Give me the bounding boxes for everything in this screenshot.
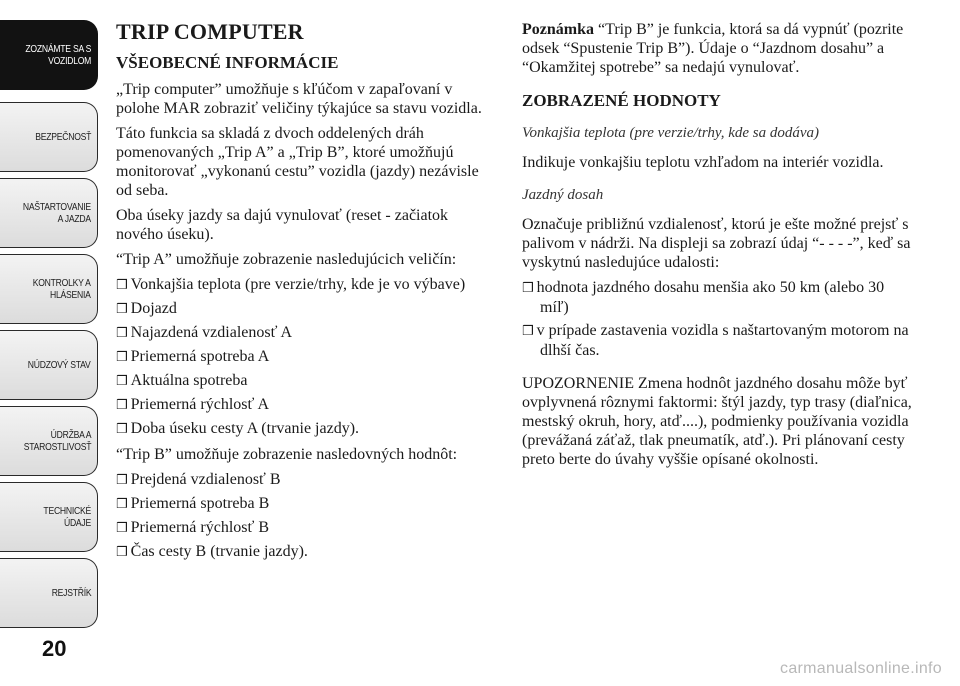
bullet-box-icon: ❒ bbox=[522, 324, 534, 339]
list-item: ❒ Priemerná rýchlosť A bbox=[116, 396, 270, 413]
watermark: carmanualsonline.info bbox=[780, 660, 942, 677]
warning-paragraph: UPOZORNENIE Zmena hodnôt jazdného dosahu môže byť ovplyvnená rôznymi faktormi: štýl jazdy, typ trasy (diaľnica, mestský okruh, hory, atď....), podmienky používania vozidla (prevážaná záťaž, tlak pneumatík, atď.). Pri plánovaní cesty preto berte do úvahy vyššie opísané okolnosti. bbox=[522, 375, 912, 468]
tab-label: BEZPEČNOSŤ bbox=[35, 131, 91, 143]
tab-label: ÚDRŽBA A STAROSTLIVOSŤ bbox=[23, 429, 91, 453]
paragraph: Označuje približnú vzdialenosť, ktorú je ešte možné prejsť s palivom v nádrži. Na displeji sa zobrazí údaj “- - - -”, keď sa vyskytnú nasledujúce udalosti: bbox=[522, 216, 911, 271]
list-item: ❒ Čas cesty B (trvanie jazdy). bbox=[116, 543, 308, 560]
bullet-box-icon: ❒ bbox=[522, 281, 534, 296]
bullet-box-icon: ❒ bbox=[116, 521, 128, 536]
bullet-box-icon: ❒ bbox=[116, 350, 128, 365]
note-label: Poznámka bbox=[522, 21, 594, 38]
list-item: ❒ Prejdená vzdialenosť B bbox=[116, 471, 281, 488]
list-item: ❒ hodnota jazdného dosahu menšia ako 50 km (alebo 30 míľ) bbox=[522, 279, 885, 316]
right-column bbox=[522, 20, 914, 475]
chapter-tabs bbox=[0, 0, 100, 640]
trip-b-list bbox=[116, 470, 498, 562]
tab-bezpecnost[interactable] bbox=[0, 102, 98, 172]
bullet-box-icon: ❒ bbox=[116, 302, 128, 317]
section-heading: ZOBRAZENÉ HODNOTY bbox=[522, 91, 721, 110]
tab-zoznamte-sa-s-vozidlom[interactable] bbox=[0, 20, 98, 90]
tab-label: KONTROLKY A HLÁSENIA bbox=[33, 277, 91, 301]
bullet-box-icon: ❒ bbox=[116, 473, 128, 488]
subheading-outside-temperature: Vonkajšia teplota (pre verzie/trhy, kde sa dodáva) bbox=[522, 125, 820, 141]
paragraph: Táto funkcia sa skladá z dvoch oddelených dráh pomenovaných „Trip A” a „Trip B”, ktoré umožňujú monitorovať „vykonanú cestu” vozidla (jazdy) nezávisle od seba. bbox=[116, 125, 479, 199]
tab-technicke-udaje[interactable] bbox=[0, 482, 98, 552]
paragraph: “Trip A” umožňuje zobrazenie nasledujúcich veličín: bbox=[116, 251, 457, 268]
bullet-box-icon: ❒ bbox=[116, 545, 128, 560]
tab-nastartovanie-a-jazda[interactable] bbox=[0, 178, 98, 248]
note-paragraph bbox=[522, 20, 914, 77]
bullet-box-icon: ❒ bbox=[116, 374, 128, 389]
list-item: ❒ Doba úseku cesty A (trvanie jazdy). bbox=[116, 420, 360, 437]
list-item: ❒ Vonkajšia teplota (pre verzie/trhy, kde je vo výbave) bbox=[116, 276, 466, 293]
list-item: ❒ Najazdená vzdialenosť A bbox=[116, 324, 293, 341]
paragraph: Oba úseky jazdy sa dajú vynulovať (reset - začiatok nového úseku). bbox=[116, 207, 449, 243]
tab-label: NÚDZOVÝ STAV bbox=[28, 359, 91, 371]
list-item: ❒ v prípade zastavenia vozidla s naštartovaným motorom na dlhší čas. bbox=[522, 322, 909, 359]
tab-rejstrik[interactable] bbox=[0, 558, 98, 628]
list-item: ❒ Priemerná spotreba A bbox=[116, 348, 270, 365]
left-column bbox=[116, 20, 498, 568]
bullet-box-icon: ❒ bbox=[116, 278, 128, 293]
tab-label: ZOZNÁMTE SA S VOZIDLOM bbox=[25, 43, 91, 67]
range-conditions-list bbox=[522, 278, 914, 360]
page-title: TRIP COMPUTER bbox=[116, 19, 304, 44]
list-item: ❒ Priemerná spotreba B bbox=[116, 495, 270, 512]
list-item: ❒ Priemerná rýchlosť B bbox=[116, 519, 270, 536]
tab-udrzba-a-starostlivost[interactable] bbox=[0, 406, 98, 476]
tab-label: NAŠTARTOVANIE A JAZDA bbox=[23, 201, 91, 225]
section-heading: VŠEOBECNÉ INFORMÁCIE bbox=[116, 53, 339, 72]
bullet-box-icon: ❒ bbox=[116, 422, 128, 437]
note-text: “Trip B” je funkcia, ktorá sa dá vypnúť (pozrite odsek “Spustenie Trip B”). Údaje o “Jazdnom dosahu” a “Okamžitej spotrebe” sa nedajú vynulovať. bbox=[522, 21, 904, 76]
tab-nudzovy-stav[interactable] bbox=[0, 330, 98, 400]
tab-label: REJSTŘÍK bbox=[51, 587, 91, 599]
subheading-range: Jazdný dosah bbox=[522, 187, 604, 203]
list-item: ❒ Aktuálna spotreba bbox=[116, 372, 248, 389]
bullet-box-icon: ❒ bbox=[116, 326, 128, 341]
tab-label: TECHNICKÉ ÚDAJE bbox=[43, 505, 91, 529]
tab-kontrolky-a-hlasenia[interactable] bbox=[0, 254, 98, 324]
paragraph: „Trip computer” umožňuje s kľúčom v zapaľovaní v polohe MAR zobraziť veličiny týkajúce sa stavu vozidla. bbox=[116, 81, 482, 117]
trip-a-list bbox=[116, 275, 498, 439]
page-number: 20 bbox=[42, 636, 67, 661]
paragraph: Indikuje vonkajšiu teplotu vzhľadom na interiér vozidla. bbox=[522, 154, 884, 171]
bullet-box-icon: ❒ bbox=[116, 398, 128, 413]
bullet-box-icon: ❒ bbox=[116, 497, 128, 512]
list-item: ❒ Dojazd bbox=[116, 300, 177, 317]
paragraph: “Trip B” umožňuje zobrazenie nasledovných hodnôt: bbox=[116, 446, 458, 463]
